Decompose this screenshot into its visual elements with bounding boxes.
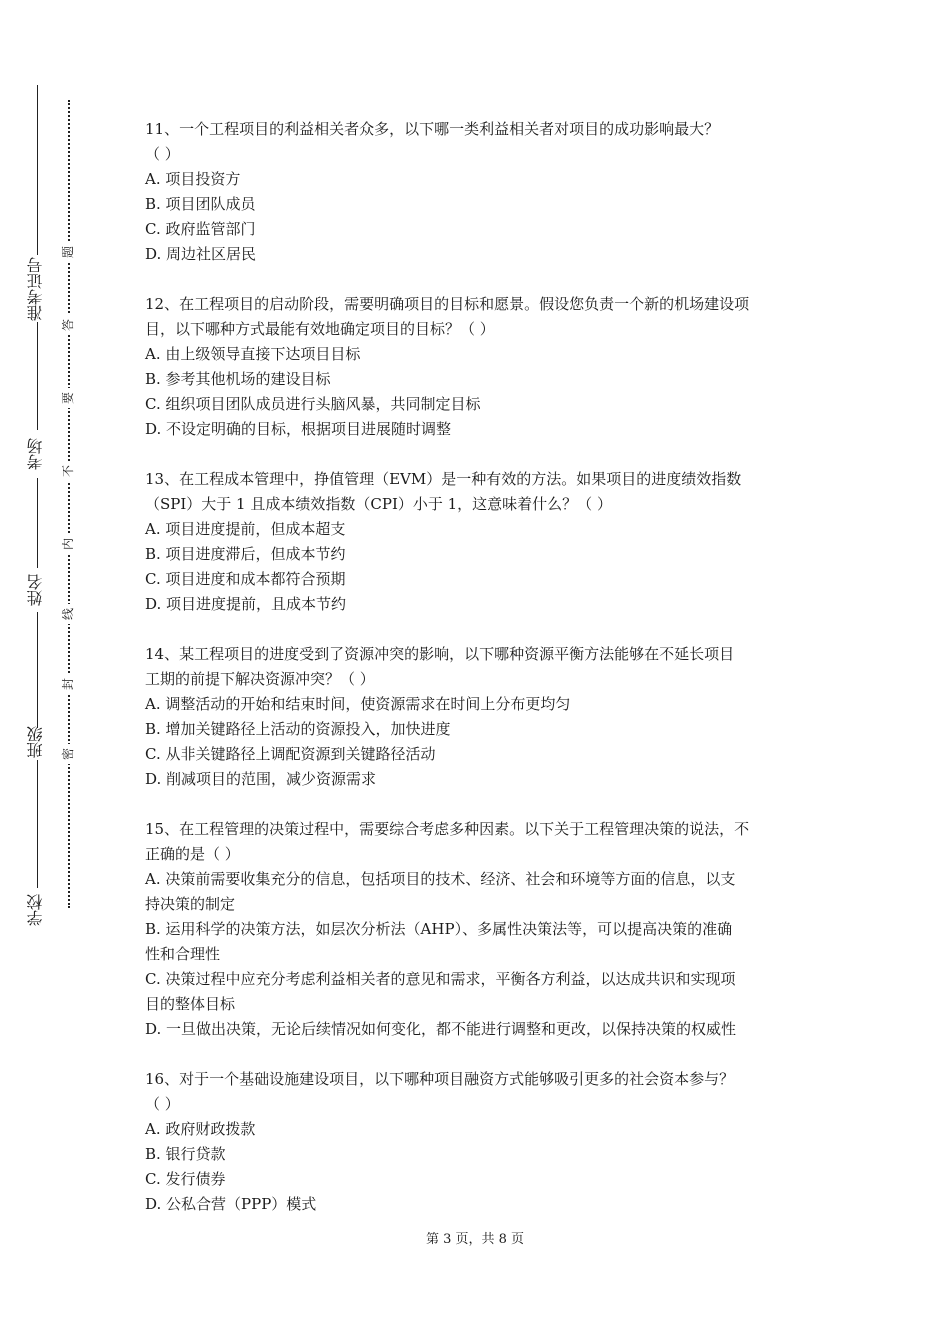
option-c-cont: 目的整体目标 — [145, 995, 236, 1013]
seal-char: 题 — [58, 242, 78, 262]
question-stem: （ ） — [145, 145, 180, 163]
binding-line — [37, 760, 38, 888]
question-stem: 13、在工程成本管理中，挣值管理（EVM）是一种有效的方法。如果项目的进度绩效指数 — [145, 470, 742, 488]
option-d: D. 削减项目的范围，减少资源需求 — [145, 770, 377, 788]
option-a: A. 政府财政拨款 — [145, 1120, 256, 1138]
question-stem: 16、对于一个基础设施建设项目，以下哪种项目融资方式能够吸引更多的社会资本参与？ — [145, 1070, 735, 1088]
option-a: A. 项目投资方 — [145, 170, 241, 188]
option-c: C. 政府监管部门 — [145, 220, 256, 238]
seal-char: 封 — [58, 674, 78, 694]
field-label-class: 班级 — [26, 726, 45, 758]
option-b: B. 增加关键路径上活动的资源投入，加快进度 — [145, 720, 451, 738]
option-d: D. 公私合营（PPP）模式 — [145, 1195, 317, 1213]
option-c: C. 从非关键路径上调配资源到关键路径活动 — [145, 745, 436, 763]
option-c: C. 项目进度和成本都符合预期 — [145, 570, 346, 588]
option-c: C. 组织项目团队成员进行头脑风暴，共同制定目标 — [145, 395, 481, 413]
option-c: C. 决策过程中应充分考虑利益相关者的意见和需求，平衡各方利益，以达成共识和实现项 — [145, 970, 736, 988]
option-b: B. 项目团队成员 — [145, 195, 256, 213]
seal-dotted-line — [68, 100, 70, 908]
question-stem: 11、一个工程项目的利益相关者众多，以下哪一类利益相关者对项目的成功影响最大？ — [145, 120, 720, 138]
seal-char: 线 — [58, 604, 78, 624]
option-c: C. 发行债券 — [145, 1170, 226, 1188]
question-11 — [145, 117, 810, 267]
option-a: A. 调整活动的开始和结束时间，使资源需求在时间上分布更均匀 — [145, 695, 571, 713]
binding-line — [37, 322, 38, 430]
question-14 — [145, 642, 810, 792]
question-stem: 14、某工程项目的进度受到了资源冲突的影响，以下哪种资源平衡方法能够在不延长项目 — [145, 645, 735, 663]
option-d: D. 一旦做出决策，无论后续情况如何变化，都不能进行调整和更改，以保持决策的权威性 — [145, 1020, 737, 1038]
question-16 — [145, 1067, 810, 1217]
seal-char: 要 — [58, 388, 78, 408]
field-label-name: 姓名 — [26, 574, 45, 606]
field-label-school: 学校 — [26, 894, 45, 926]
seal-char: 答 — [58, 315, 78, 335]
page-footer: 第 3 页，共 8 页 — [425, 1232, 525, 1247]
option-d: D. 周边社区居民 — [145, 245, 257, 263]
option-b: B. 项目进度滞后，但成本节约 — [145, 545, 346, 563]
option-a-cont: 持决策的制定 — [145, 895, 236, 913]
question-stem: （ ） — [145, 1095, 180, 1113]
binding-line — [37, 612, 38, 728]
question-stem: （SPI）大于 1 且成本绩效指数（CPI）小于 1，这意味着什么？（ ） — [145, 495, 612, 513]
option-d: D. 不设定明确的目标，根据项目进展随时调整 — [145, 420, 452, 438]
question-13 — [145, 467, 810, 617]
seal-char: 不 — [58, 461, 78, 481]
option-b: B. 运用科学的决策方法，如层次分析法（AHP）、多属性决策法等，可以提高决策的准确 — [145, 920, 733, 938]
question-stem: 目，以下哪种方式最能有效地确定项目的目标？（ ） — [145, 320, 495, 338]
question-stem: 15、在工程管理的决策过程中，需要综合考虑多种因素。以下关于工程管理决策的说法，不 — [145, 820, 750, 838]
option-a: A. 项目进度提前，但成本超支 — [145, 520, 346, 538]
question-stem: 12、在工程项目的启动阶段，需要明确项目的目标和愿景。假设您负责一个新的机场建设项 — [145, 295, 750, 313]
question-12 — [145, 292, 810, 442]
question-stem: 工期的前提下解决资源冲突？（ ） — [145, 670, 375, 688]
field-label-admission-number: 准考证号 — [26, 257, 45, 321]
option-b-cont: 性和合理性 — [145, 945, 221, 963]
option-b: B. 参考其他机场的建设目标 — [145, 370, 331, 388]
option-b: B. 银行贷款 — [145, 1145, 226, 1163]
question-15 — [145, 817, 810, 1042]
question-stem: 正确的是（ ） — [145, 845, 240, 863]
seal-char: 内 — [58, 534, 78, 554]
binding-line — [37, 85, 38, 255]
binding-line — [37, 478, 38, 568]
option-d: D. 项目进度提前，且成本节约 — [145, 595, 347, 613]
option-a: A. 由上级领导直接下达项目目标 — [145, 345, 361, 363]
binding-margin — [0, 0, 110, 1344]
seal-char: 密 — [58, 744, 78, 764]
option-a: A. 决策前需要收集充分的信息，包括项目的技术、经济、社会和环境等方面的信息，以支 — [145, 870, 736, 888]
question-list — [145, 117, 810, 1242]
field-label-exam-room: 考场 — [26, 438, 45, 470]
